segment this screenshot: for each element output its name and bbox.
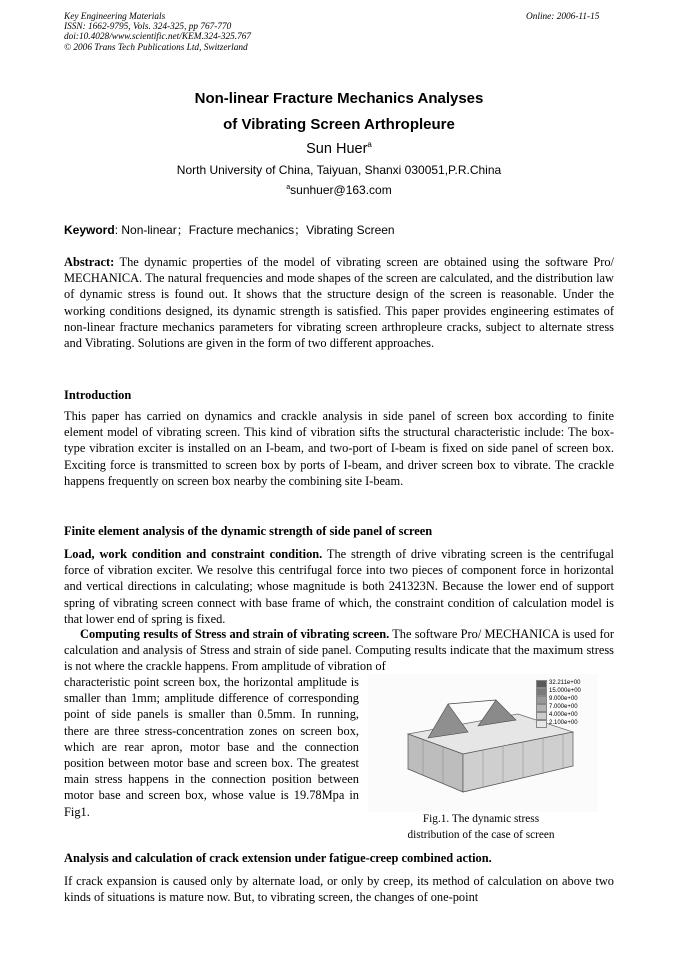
issn-line: ISSN: 1662-9795, Vols. 324-325, pp 767-770 (64, 22, 232, 33)
affiliation: North University of China, Taiyuan, Shanxi 030051,P.R.China (176, 163, 502, 177)
legend-swatch (536, 696, 547, 704)
keyword-line (64, 221, 395, 238)
legend-value: 2.100e+00 (549, 720, 578, 727)
email-sup: a (286, 184, 291, 191)
legend-row (536, 704, 581, 712)
load-text: The strength of drive vibrating screen is the centrifugal force of vibration exciter. We resolve this centrifugal force into two pieces of component force in horizontal and vertical directions in calculating; whose magnitude is both 241323N. Because the lower end of support spring of vibrating screen connect with base frame of which, the constraint condition of calculation model is that lower end of spring is fixed. (64, 547, 615, 626)
author-sup: a (367, 140, 372, 149)
legend-value: 7.000e+00 (549, 704, 578, 711)
legend-value: 32.211e+00 (549, 680, 581, 687)
intro-heading: Introduction (64, 388, 132, 402)
crack-text: If crack expansion is caused only by alternate load, or only by creep, its method of calculation on above two kinds of situations is mature now. But, to vibrating screen, the changes of one-point (64, 874, 614, 905)
abstract-text: The dynamic properties of the model of vibrating screen are obtained using the software Pro/ MECHANICA. The natural frequencies and mode shapes of the screen are calculated, and the distribution law of dynamic stress is found out. It shows that the structure design of the screen is reasonable. Under the working conditions designed, its dynamic strength is satisfied. This paper provides engineering estimates of non-linear fracture mechanics parameters for vibrating screen arthropleure cracks, subject to alternate stress and Vibrating. Solutions are given in the form of two different approaches. (64, 255, 615, 351)
legend-row (536, 720, 581, 728)
computing-label: Computing results of Stress and strain of vibrating screen. (80, 627, 390, 641)
doi-line[interactable]: doi:10.4028/www.scientific.net/KEM.324-325.767 (64, 32, 252, 43)
legend-swatch (536, 720, 547, 728)
computing-paragraph-narrow: characteristic point screen box, the horizontal amplitude is smaller than 1mm; amplitude difference of corresponding point of side panels is smaller than 0.5mm. In running, there are three stress-concentration zones on screen box, which are rear apron, motor base and the connection position between motor base and screen box. The greatest main stress happens in the connection position between motor base and screen box, whose value is 19.78Mpa in Fig1. (64, 675, 359, 819)
caption-line1: Fig.1. The dynamic stress (422, 813, 540, 825)
copyright-line: © 2006 Trans Tech Publications Ltd, Switzerland (64, 42, 248, 53)
journal-header (64, 12, 251, 53)
online-date: Online: 2006-11-15 (526, 12, 600, 22)
legend-row (536, 680, 581, 688)
fea-heading: Finite element analysis of the dynamic strength of side panel of screen (64, 524, 433, 538)
crack-heading: Analysis and calculation of crack extension under fatigue-creep combined action. (64, 851, 492, 865)
paper-title-line1: Non-linear Fracture Mechanics Analyses (194, 90, 484, 107)
stress-legend (536, 680, 581, 728)
journal-name: Key Engineering Materials (64, 12, 166, 22)
author-text: Sun Huer (306, 140, 368, 157)
intro-text: This paper has carried on dynamics and crackle analysis in side panel of screen box according to finite element model of vibrating screen. This kind of vibration sifts the structural characteristic include: The box-type vibration exciter is installed on an I-beam, and two-port of I-beam is fixed on side panel of screen box. Exciting force is transmitted to screen box by ports of I-beam, and driver screen box to vibrate. The crackle happens frequently on screen box nearby the combining site I-beam. (64, 409, 614, 488)
abstract (64, 254, 614, 351)
legend-value: 9.000e+00 (549, 696, 578, 703)
computing-text: The software Pro/ MECHANICA is used for calculation and analysis of Stress and strain of side panel. Computing results indicate that the maximum stress is not where the crackle happens. From amplitude of vibration of (64, 627, 614, 674)
paper-title-line2: of Vibrating Screen Arthropleure (223, 116, 455, 133)
computing-paragraph (64, 626, 614, 675)
legend-row (536, 688, 581, 696)
legend-row (536, 696, 581, 704)
abstract-label: Abstract: (64, 255, 115, 269)
legend-swatch (536, 688, 547, 696)
legend-value: 4.000e+00 (549, 712, 578, 719)
email-address[interactable]: sunhuer@163.com (290, 183, 392, 197)
load-label: Load, work condition and constraint condition. (64, 547, 323, 561)
load-paragraph (64, 546, 614, 627)
caption-line2: distribution of the case of screen (407, 828, 555, 841)
legend-value: 15.000e+00 (549, 688, 581, 695)
legend-row (536, 712, 581, 720)
legend-swatch (536, 680, 547, 688)
author-name (0, 140, 678, 157)
legend-swatch (536, 704, 547, 712)
keyword-list: : Non-linear；Fracture mechanics；Vibrating Screen (114, 223, 395, 237)
keyword-label: Keyword (64, 223, 115, 237)
email-line (0, 183, 678, 197)
figure-caption (372, 812, 590, 843)
legend-swatch (536, 712, 547, 720)
